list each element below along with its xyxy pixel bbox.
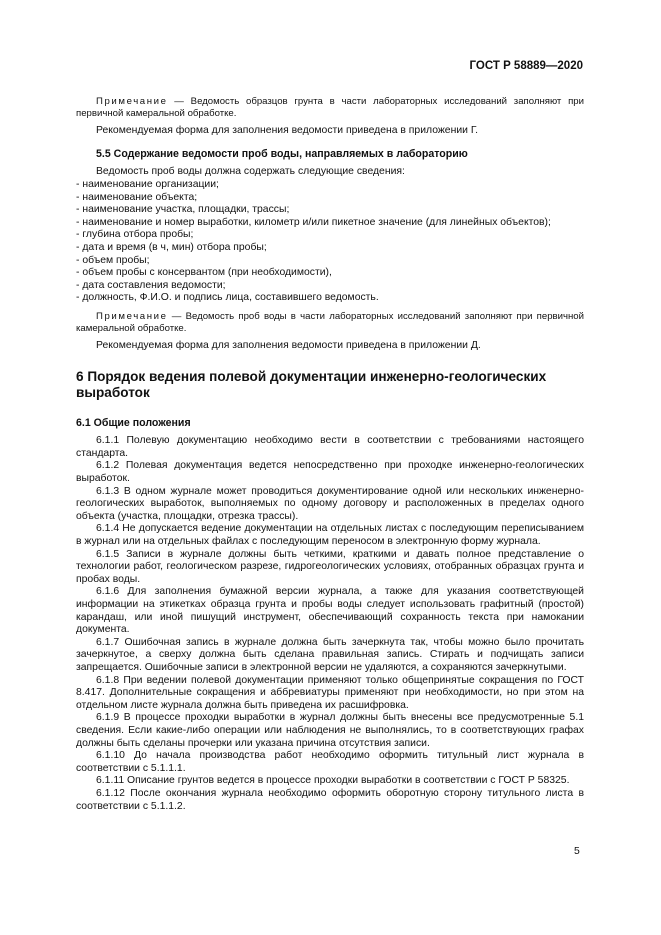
paragraph-6-1-6: 6.1.6 Для заполнения бумажной версии журнала, а также для указания соответствующей информации на этикетках образца грунта и пробы воды следует использовать графитный (простой) карандаш, или иной пишущий инструмент, обеспечивающий сохранность текста при намокании документа. [76, 586, 584, 636]
list-item: - наименование участка, площадки, трассы; [76, 204, 290, 216]
recommendation-appendix-d: Рекомендуемая форма для заполнения ведомости приведена в приложении Д. [96, 340, 481, 352]
paragraph-6-1-10: 6.1.10 До начала производства работ необходимо оформить титульный лист журнала в соответствии с 5.1.1.1. [76, 750, 584, 774]
list-item: - наименование и номер выработки, километр и/или пикетное значение (для линейных объектов); [76, 216, 551, 228]
note-label: Примечание [96, 96, 168, 107]
section-6-1-title: 6.1 Общие положения [76, 416, 191, 429]
note-sample-register [76, 96, 584, 119]
paragraph-6-1-9: 6.1.9 В процессе проходки выработки в журнал должны быть внесены все предусмотренные 5.1 сведения. Если какие-либо операции или наблюдения не выполнялись, то в соответствующих графах должны быть сделаны прочерки или указана причина отсутствия записи. [76, 712, 584, 749]
paragraph-6-1-7: 6.1.7 Ошибочная запись в журнале должна быть зачеркнута так, чтобы можно было прочитать зачеркнутое, а сверху должна быть сделана правильная запись. Стирать и подчищать записи запрещается. Ошибочные записи в электронной версии не удаляются, а сохраняются зачеркнутыми. [76, 636, 584, 673]
note-text: — Ведомость образцов грунта в части лабораторных исследований заполняют при первичной камеральной обработке. [76, 96, 584, 119]
paragraph-6-1-3: 6.1.3 В одном журнале может проводиться документирование одной или нескольких инженерно-геологических выработок, выполняемых по одному договору и расположенных в пределах одного объекта (участка, площадки, отрезка трассы). [76, 485, 584, 522]
page-number: 5 [574, 846, 580, 857]
standard-header: ГОСТ Р 58889—2020 [469, 60, 583, 72]
recommendation-appendix-g: Рекомендуемая форма для заполнения ведомости приведена в приложении Г. [96, 125, 479, 137]
water-sample-fields-list [76, 179, 584, 305]
list-item: - объем пробы с консервантом (при необходимости), [76, 267, 332, 279]
paragraph-6-1-1: 6.1.1 Полевую документацию необходимо вести в соответствии с требованиями настоящего стандарта. [76, 435, 584, 459]
list-item: - объем пробы; [76, 254, 150, 266]
section-5-5-intro: Ведомость проб воды должна содержать следующие сведения: [96, 166, 405, 178]
paragraph-6-1-4: 6.1.4 Не допускается ведение документации на отдельных листах с последующим переписыванием в журнал или на отдельных файлах с последующим переносом в электронную форму журнала. [76, 523, 584, 548]
note-label: Примечание [96, 310, 168, 322]
list-item: - дата и время (в ч, мин) отбора пробы; [76, 241, 267, 253]
list-item: - наименование объекта; [76, 191, 198, 203]
paragraph-6-1-8: 6.1.8 При ведении полевой документации применяют только общепринятые сокращения по ГОСТ 8.417. Дополнительные сокращения и аббревиатуры применяют при необходимости, но при этом на отдельном листе журнала должна быть приведена их расшифровка. [76, 674, 584, 711]
section-6-title-line2: выработок [76, 384, 150, 400]
list-item: - дата составления ведомости; [76, 279, 226, 291]
paragraph-6-1-12: 6.1.12 После окончания журнала необходимо оформить оборотную сторону титульного листа в соответствии с 5.1.1.2. [76, 787, 584, 812]
section-5-5-title: 5.5 Содержание ведомости проб воды, направляемых в лабораторию [96, 147, 468, 160]
section-6-title-line1: 6 Порядок ведения полевой документации инженерно-геологических [76, 368, 547, 384]
note-water-register [76, 311, 584, 334]
list-item: - наименование организации; [76, 178, 219, 190]
list-item: - глубина отбора пробы; [76, 229, 194, 241]
section-6-title [76, 369, 584, 401]
paragraph-6-1-11: 6.1.11 Описание грунтов ведется в процессе проходки выработки в соответствии с ГОСТ Р 58325. [96, 775, 570, 787]
paragraph-6-1-5: 6.1.5 Записи в журнале должны быть четкими, краткими и давать полное представление о технологии работ, геологическом разрезе, гидрогеологических условиях, отобранных образцах грунта и пробах воды. [76, 548, 584, 585]
note-text: — Ведомость проб воды в части лабораторных исследований заполняют при первичной камеральной обработке. [76, 310, 584, 334]
page-content [76, 96, 584, 813]
paragraph-6-1-2: 6.1.2 Полевая документация ведется непосредственно при проходке инженерно-геологических выработок. [76, 460, 584, 485]
list-item: - должность, Ф.И.О. и подпись лица, составившего ведомость. [76, 292, 379, 304]
section-6-1-body [76, 435, 584, 813]
